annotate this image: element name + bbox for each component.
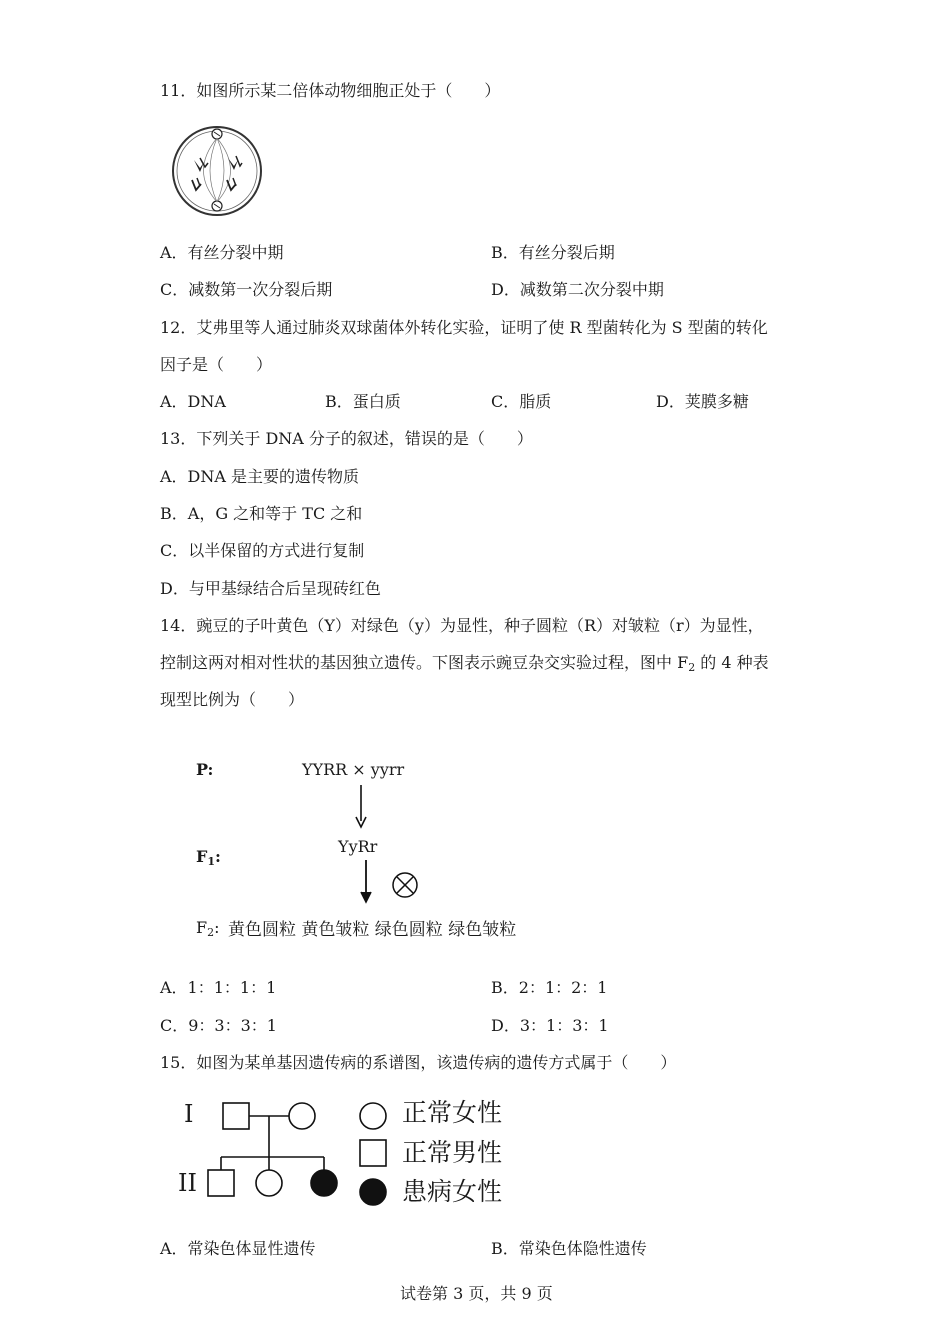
pedigree-chart: [205, 1100, 350, 1200]
q12-stem-line1: 12．艾弗里等人通过肺炎双球菌体外转化实验，证明了使 R 型菌转化为 S 型菌的转化: [160, 318, 768, 337]
legend-affected-female: 患病女性: [402, 1177, 503, 1206]
q13-option-c: C．以半保留的方式进行复制: [160, 541, 365, 560]
q13-stem: 13．下列关于 DNA 分子的叙述，错误的是（ ）: [160, 429, 533, 448]
cross-p-label: P:: [196, 760, 214, 779]
q15-option-a: A．常染色体显性遗传: [160, 1239, 316, 1258]
legend-normal-male-icon: [360, 1140, 386, 1166]
cross-f1-genotype: YyRr: [338, 837, 378, 856]
cross-f1-label: [196, 847, 221, 872]
q14-f2-subscript: 2: [688, 661, 696, 674]
pedigree-i1-male: [223, 1103, 249, 1129]
q12-option-a: A．DNA: [160, 392, 226, 411]
down-arrow-icon: [357, 860, 375, 904]
pedigree-ii2-female: [256, 1170, 282, 1196]
down-arrow-icon: [352, 785, 370, 829]
q14-stem-line2-text: 控制这两对相对性状的基因独立遗传。下图表示豌豆杂交实验过程，图中 F: [160, 653, 689, 672]
cross-f2-letter: F: [196, 918, 208, 937]
q14-stem-line1: 14．豌豆的子叶黄色（Y）对绿色（y）为显性，种子圆粒（R）对皱粒（r）为显性，: [160, 616, 764, 635]
pedigree-legend-symbols: [355, 1098, 391, 1210]
q13-option-d: D．与甲基绿结合后呈现砖红色: [160, 579, 381, 598]
legend-normal-male: 正常男性: [402, 1138, 503, 1167]
page-footer: 试卷第 3 页，共 9 页: [400, 1284, 553, 1303]
pedigree-gen-2-label: II: [178, 1169, 197, 1197]
legend-normal-female: 正常女性: [402, 1098, 503, 1127]
q14-option-a: A．1：1：1：1: [160, 978, 277, 997]
legend-affected-female-icon: [360, 1179, 386, 1205]
q12-option-c: C．脂质: [491, 392, 552, 411]
q12-option-d: D．荚膜多糖: [656, 392, 749, 411]
selfing-symbol-icon: [390, 870, 420, 900]
q14-stem-line2: [160, 653, 769, 678]
cross-f2-subscript: 2: [207, 926, 215, 939]
legend-normal-female-icon: [360, 1103, 386, 1129]
q11-stem: 11．如图所示某二倍体动物细胞正处于（ ）: [160, 81, 501, 100]
q11-option-a: A．有丝分裂中期: [160, 243, 284, 262]
q13-option-a: A．DNA 是主要的遗传物质: [160, 467, 360, 486]
q14-option-d: D．3：1：3：1: [491, 1016, 609, 1035]
cross-f2-label: [196, 918, 220, 943]
pedigree-ii3-affected-female: [311, 1170, 337, 1196]
pedigree-gen-1-label: I: [184, 1100, 194, 1128]
cross-f1-subscript: 1: [207, 855, 216, 868]
cross-parents: YYRR × yyrr: [302, 760, 405, 779]
q15-stem: 15．如图为某单基因遗传病的系谱图，该遗传病的遗传方式属于（ ）: [160, 1053, 677, 1072]
cross-f2-phenotypes: 黄色圆粒 黄色皱粒 绿色圆粒 绿色皱粒: [228, 920, 517, 940]
pedigree-ii1-male: [208, 1170, 234, 1196]
pedigree-i2-female: [289, 1103, 315, 1129]
q12-stem-line2: 因子是（ ）: [160, 355, 273, 374]
q14-stem-line2-tail: 的 4 种表: [695, 653, 769, 672]
q11-option-b: B．有丝分裂后期: [491, 243, 615, 262]
cross-f1-letter: F: [196, 847, 208, 866]
q13-option-b: B．A，G 之和等于 TC 之和: [160, 504, 363, 523]
q11-option-d: D．减数第二次分裂中期: [491, 280, 664, 299]
q12-option-b: B．蛋白质: [325, 392, 401, 411]
cross-f1-colon: :: [215, 847, 221, 866]
cross-f2-colon: :: [214, 918, 220, 937]
q14-option-b: B．2：1：2：1: [491, 978, 608, 997]
q15-option-b: B．常染色体隐性遗传: [491, 1239, 647, 1258]
cell-division-figure: [170, 124, 264, 218]
q14-option-c: C．9：3：3：1: [160, 1016, 277, 1035]
q11-option-c: C．减数第一次分裂后期: [160, 280, 333, 299]
q14-stem-line3: 现型比例为（ ）: [160, 690, 305, 709]
